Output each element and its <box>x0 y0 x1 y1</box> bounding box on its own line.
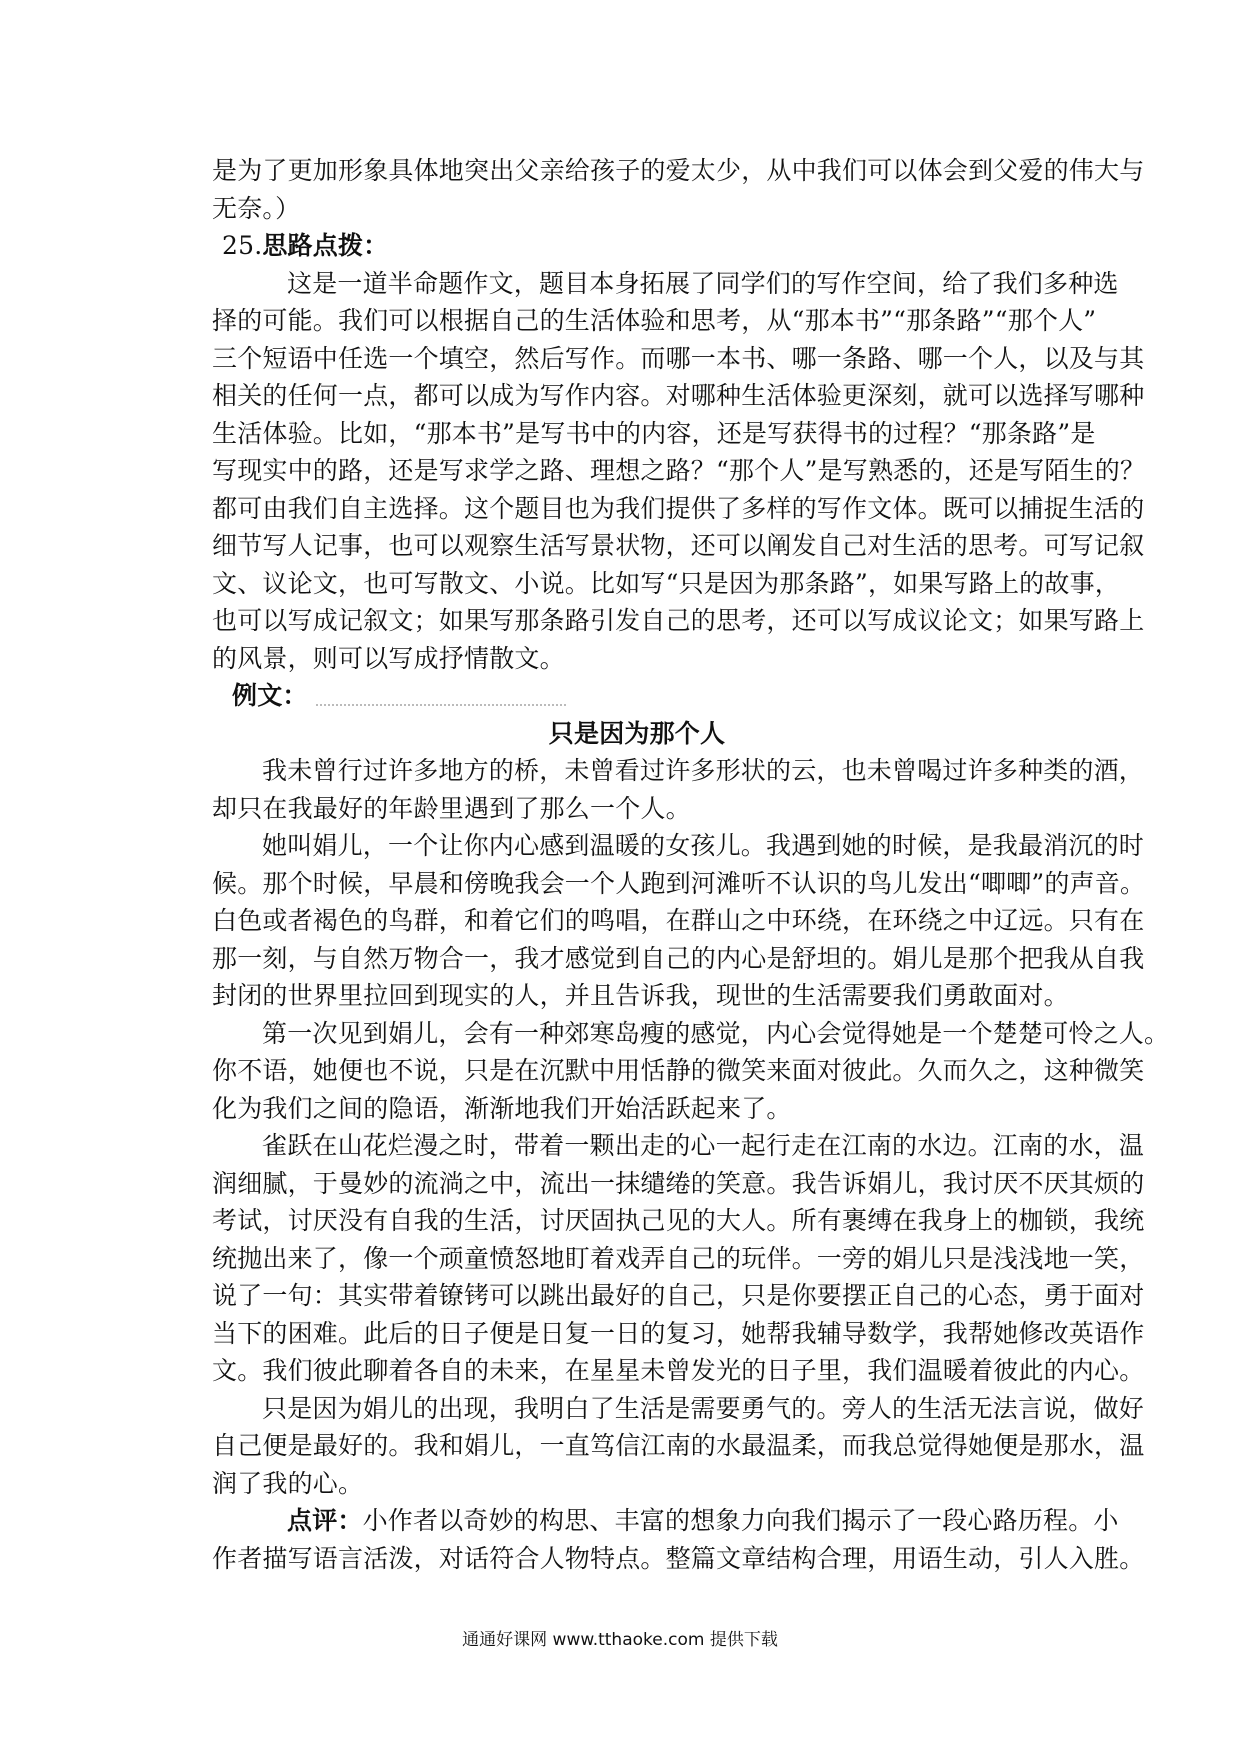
comment-label: 点评： <box>287 1506 363 1535</box>
essay-line: 考试，讨厌没有自我的生活，讨厌固执己见的大人。所有裹缚在我身上的枷锁，我统 <box>212 1206 1145 1235</box>
text-line: 相关的任何一点，都可以成为写作内容。对哪种生活体验更深刻，就可以选择写哪种 <box>212 381 1145 410</box>
essay-line: 候。那个时候，早晨和傍晚我会一个人跑到河滩听不认识的鸟儿发出“唧唧”的声音。 <box>212 868 1146 898</box>
essay-line: 第一次见到娟儿，会有一种郊寒岛瘦的感觉，内心会觉得她是一个楚楚可怜之人。 <box>262 1018 1170 1048</box>
essay-line: 化为我们之间的隐语，渐渐地我们开始活跃起来了。 <box>212 1093 792 1123</box>
text-line: 文、议论文，也可写散文、小说。比如写“只是因为那条路”，如果写路上的故事， <box>212 568 1120 598</box>
section-title: 思路点拨： <box>262 231 389 260</box>
dotted-leader <box>316 686 566 706</box>
essay-line: 雀跃在山花烂漫之时，带着一颗出走的心一起行走在江南的水边。江南的水，温 <box>262 1131 1145 1160</box>
text-line: 三个短语中任选一个填空，然后写作。而哪一本书、哪一条路、哪一个人，以及与其 <box>212 343 1145 373</box>
text-line: 生活体验。比如，“那本书”是写书中的内容，还是写获得书的过程？“那条路”是 <box>212 418 1096 448</box>
essay-line: 却只在我最好的年龄里遇到了那么一个人。 <box>212 793 691 823</box>
essay-title: 只是因为那个人 <box>548 718 726 748</box>
text-line: 都可由我们自主选择。这个题目也为我们提供了多样的写作文体。既可以捕捉生活的 <box>212 493 1145 523</box>
essay-line: 文。我们彼此聊着各自的未来，在星星未曾发光的日子里，我们温暖着彼此的内心。 <box>212 1356 1145 1385</box>
essay-line: 白色或者褐色的鸟群，和着它们的鸣唱，在群山之中环绕，在环绕之中辽远。只有在 <box>212 906 1145 935</box>
essay-line: 只是因为娟儿的出现，我明白了生活是需要勇气的。旁人的生活无法言说，做好 <box>262 1393 1145 1423</box>
essay-line: 润细腻，于曼妙的流淌之中，流出一抹缱绻的笑意。我告诉娟儿，我讨厌不厌其烦的 <box>212 1168 1145 1198</box>
comment-line: 作者描写语言活泼，对话符合人物特点。整篇文章结构合理，用语生动，引人入胜。 <box>212 1543 1145 1573</box>
essay-line: 我未曾行过许多地方的桥，未曾看过许多形状的云，也未曾喝过许多种类的酒， <box>262 756 1145 785</box>
text-line: 择的可能。我们可以根据自己的生活体验和思考，从“那本书”“那条路”“那个人” <box>212 306 1097 335</box>
text-line: 写现实中的路，还是写求学之路、理想之路？“那个人”是写熟悉的，还是写陌生的？ <box>212 456 1146 485</box>
essay-line: 润了我的心。 <box>212 1468 364 1498</box>
essay-line: 自己便是最好的。我和娟儿，一直笃信江南的水最温柔，而我总觉得她便是那水，温 <box>212 1431 1145 1460</box>
text-line: 细节写人记事，也可以观察生活写景状物，还可以阐发自己对生活的思考。可写记叙 <box>212 531 1145 560</box>
page-footer: 通通好课网 www.tthaoke.com 提供下载 <box>462 1630 778 1650</box>
text-line: 这是一道半命题作文，题目本身拓展了同学们的写作空间，给了我们多种选 <box>287 268 1119 298</box>
essay-line: 那一刻，与自然万物合一，我才感觉到自己的内心是舒坦的。娟儿是那个把我从自我 <box>212 943 1145 973</box>
document-body <box>212 152 1170 1577</box>
text-line: 是为了更加形象具体地突出父亲给孩子的爱太少，从中我们可以体会到父爱的伟大与 <box>212 156 1145 185</box>
comment-text: 小作者以奇妙的构思、丰富的想象力向我们揭示了一段心路历程。小 <box>362 1506 1119 1535</box>
comment-line <box>212 1502 1119 1540</box>
essay-line: 你不语，她便也不说，只是在沉默中用恬静的微笑来面对彼此。久而久之，这种微笑 <box>212 1056 1145 1085</box>
example-label-row <box>212 677 1052 715</box>
section-number: 25. <box>222 231 263 260</box>
essay-line: 当下的困难。此后的日子便是日复一日的复习，她帮我辅导数学，我帮她修改英语作 <box>212 1318 1145 1348</box>
section-heading <box>212 227 1052 265</box>
essay-line: 她叫娟儿，一个让你内心感到温暖的女孩儿。我遇到她的时候，是我最消沉的时 <box>262 831 1145 860</box>
essay-line: 说了一句：其实带着镣铐可以跳出最好的自己，只是你要摆正自己的心态，勇于面对 <box>212 1281 1145 1310</box>
text-line: 的风景，则可以写成抒情散文。 <box>212 643 565 673</box>
example-label: 例文： <box>232 681 308 710</box>
text-line: 也可以写成记叙文；如果写那条路引发自己的思考，还可以写成议论文；如果写路上 <box>212 606 1145 635</box>
essay-line: 封闭的世界里拉回到现实的人，并且告诉我，现世的生活需要我们勇敢面对。 <box>212 981 1069 1010</box>
essay-line: 统抛出来了，像一个顽童愤怒地盯着戏弄自己的玩伴。一旁的娟儿只是浅浅地一笑， <box>212 1243 1145 1273</box>
text-line: 无奈。） <box>212 193 301 223</box>
